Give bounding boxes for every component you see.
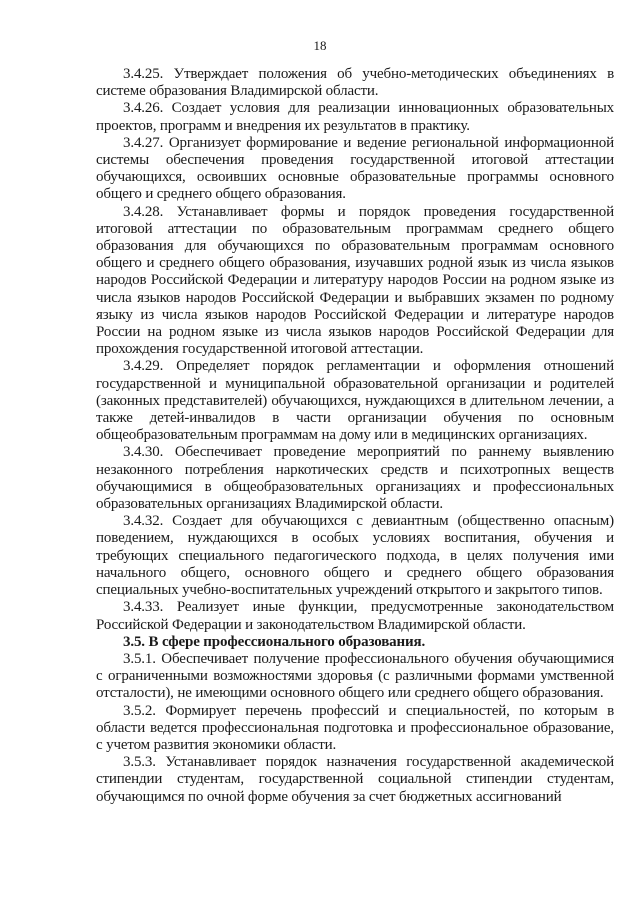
- section-heading-3-5: 3.5. В сфере профессионального образования.: [123, 633, 426, 650]
- paragraph-3-4-33: 3.4.33. Реализует иные функции, предусмотренные законодательством Российской Федерации и законодательством Владимирской области.: [96, 599, 614, 633]
- paragraph-3-5-1: 3.5.1. Обеспечивает получение профессионального обучения обучающимися с ограниченными возможностями здоровья (с различными формами умственной отсталости), не имеющими основного общего или среднего общего образования.: [96, 650, 614, 702]
- document-body: [96, 66, 614, 806]
- paragraph-3-5-3: 3.5.3. Устанавливает порядок назначения государственной академической стипендии студентам, государственной социальной стипендии студентам, обучающимся по очной форме обучения за счет бюджетных ассигнований: [96, 754, 614, 805]
- page-number: 18: [313, 38, 327, 53]
- paragraph-3-4-26: 3.4.26. Создает условия для реализации инновационных образовательных проектов, программ и внедрения их результатов в практику.: [96, 100, 614, 134]
- paragraph-3-4-28: 3.4.28. Устанавливает формы и порядок проведения государственной итоговой аттестации по образовательным программам среднего общего образования для обучающихся по образовательным программам основного общего и среднего общего образования, изучавших родной язык из числа языков народов Российской Федерации и литературу народов России на родном языке из числа языков народов Российской Федерации и выбравших экзамен по родному языку из числа языков народов Российской Федерации и литературе народов России на родном языке из числа языков народов Российской Федерации для прохождения государственной итоговой аттестации.: [96, 203, 614, 358]
- paragraph-3-5-2: 3.5.2. Формирует перечень профессий и специальностей, по которым в области ведется профессиональная подготовка и профессиональное образование, с учетом развития экономики области.: [96, 702, 614, 753]
- paragraph-3-4-30: 3.4.30. Обеспечивает проведение мероприятий по раннему выявлению незаконного потребления наркотических средств и психотропных веществ обучающимися в общеобразовательных организациях и профессиональных образовательных организациях Владимирской области.: [96, 444, 614, 513]
- paragraph-3-4-27: 3.4.27. Организует формирование и ведение региональной информационной системы обеспечения проведения государственной итоговой аттестации обучающихся, освоивших основные образовательные программы основного общего и среднего общего образования.: [96, 134, 614, 203]
- paragraph-3-4-32: 3.4.32. Создает для обучающихся с девиантным (общественно опасным) поведением, нуждающихся в особых условиях воспитания, обучения и требующих специального педагогического подхода, в целях получения ими начального общего, основного общего и среднего общего образования специальных учебно-воспитательных учреждений открытого и закрытого типов.: [96, 513, 614, 599]
- paragraph-3-4-25: 3.4.25. Утверждает положения об учебно-методических объединениях в системе образования Владимирской области.: [96, 66, 614, 100]
- paragraph-3-4-29: 3.4.29. Определяет порядок регламентации и оформления отношений государственной и муниципальной образовательной организации и родителей (законных представителей) обучающихся, нуждающихся в длительном лечении, а также детей-инвалидов в части организации обучения по основным общеобразовательным программам на дому или в медицинских организациях.: [96, 358, 614, 444]
